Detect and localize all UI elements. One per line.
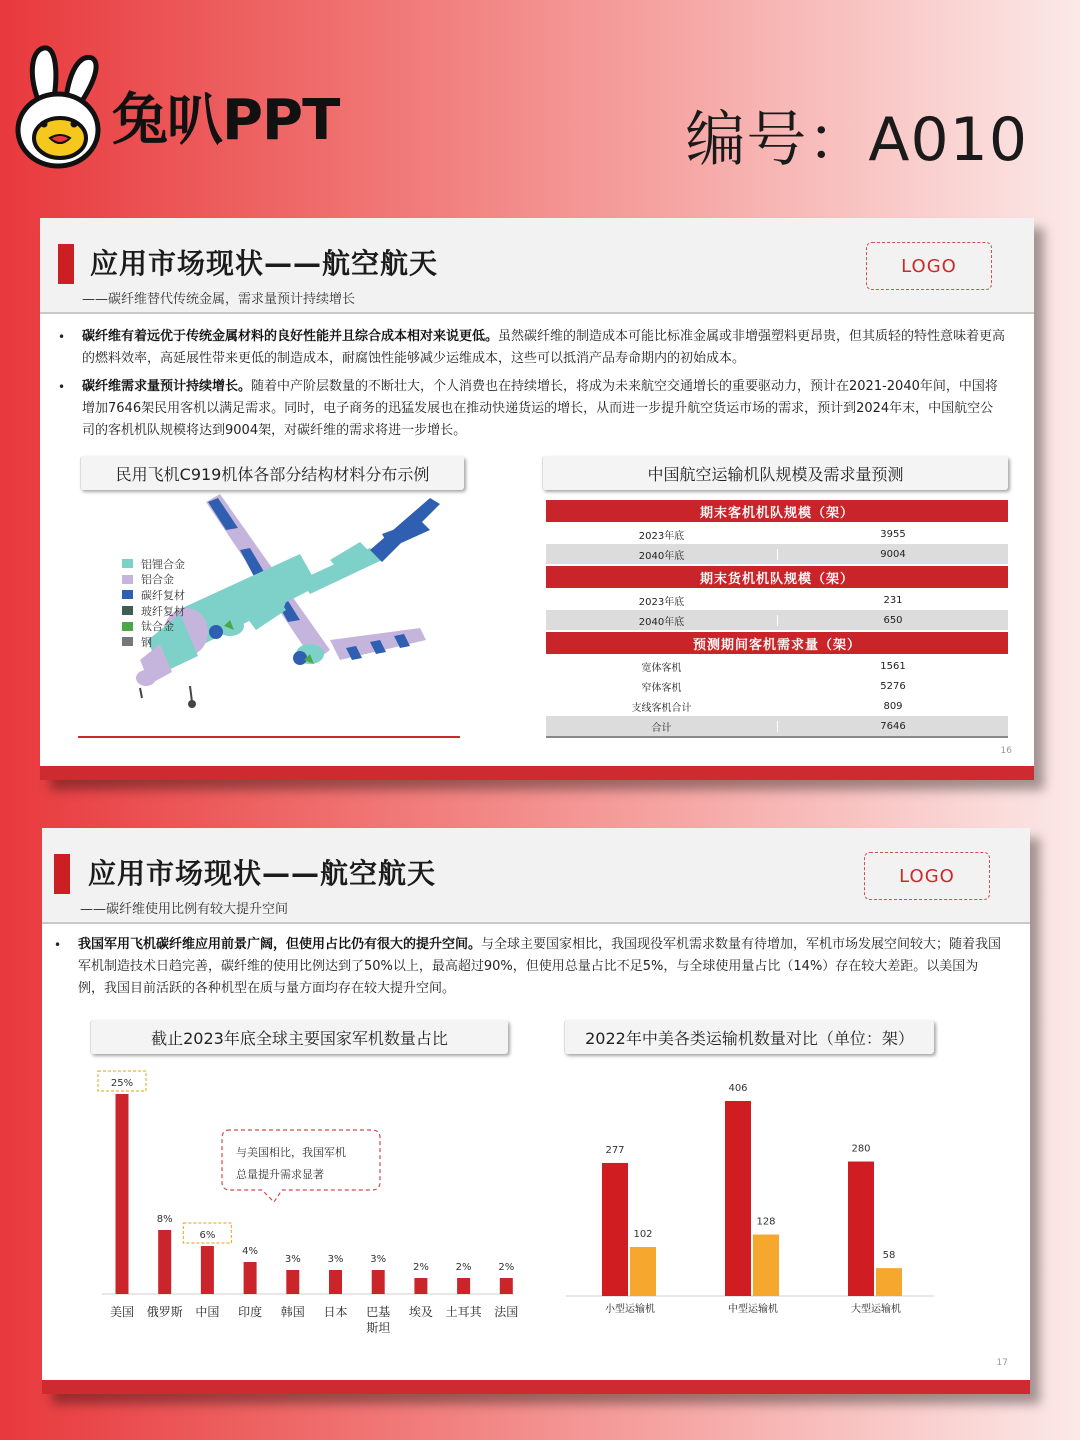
data-label: 277 — [605, 1144, 625, 1156]
table-section-header: 期末货机机队规模（架） — [546, 566, 1008, 588]
bar-小型运输机-a — [602, 1163, 628, 1296]
page-number: 17 — [996, 1358, 1008, 1368]
bullet-item — [58, 326, 1006, 370]
category-label: 法国 — [494, 1305, 519, 1319]
row-label: 支线客机合计 — [631, 702, 692, 714]
bar-大型运输机-b — [876, 1268, 902, 1296]
data-label: 280 — [851, 1143, 871, 1155]
category-label: 日本 — [323, 1305, 348, 1319]
rabbit-logo-icon — [14, 42, 106, 174]
bullet-lead: 碳纤维有着远优于传统金属材料的良好性能并且综合成本相对来说更低。 — [82, 329, 499, 344]
bar-韩国 — [286, 1270, 299, 1294]
legend-swatch — [122, 575, 133, 584]
data-label: 58 — [882, 1250, 896, 1262]
row-label: 2040年底 — [638, 616, 685, 628]
bar-中国 — [201, 1246, 214, 1294]
bar-中型运输机-a — [725, 1101, 751, 1296]
data-label: 6% — [199, 1230, 216, 1241]
row-label: 2023年底 — [638, 530, 685, 542]
table-section-header: 预测期间客机需求量（架） — [546, 632, 1008, 654]
table-row — [546, 544, 1008, 564]
slide-title: 应用市场现状——航空航天 — [90, 247, 439, 280]
section-tab-military-share: 截止2023年底全球主要国家军机数量占比 — [90, 1020, 508, 1054]
bullet-list — [54, 934, 1002, 1006]
legend-item — [122, 572, 185, 588]
category-label: 印度 — [238, 1305, 263, 1319]
row-label: 2040年底 — [638, 550, 685, 562]
row-label: 2023年底 — [638, 596, 685, 608]
bullet-list — [58, 326, 1006, 448]
bullet-item — [58, 376, 1006, 442]
row-value: 3955 — [777, 529, 1008, 540]
illustration-underline — [78, 736, 460, 738]
legend-label: 钢 — [141, 635, 152, 649]
brand-name: 兔叭PPT — [112, 88, 340, 153]
callout-bubble — [222, 1130, 380, 1202]
bar-美国 — [116, 1094, 129, 1294]
bullet-lead: 我国军用飞机碳纤维应用前景广阔，但使用占比仍有很大的提升空间。 — [78, 937, 482, 952]
legend-item — [122, 556, 185, 572]
category-label: 巴基 — [366, 1305, 391, 1319]
category-label: 斯坦 — [366, 1321, 391, 1335]
bar-埃及 — [414, 1278, 427, 1294]
row-value: 1561 — [777, 661, 1008, 672]
data-label: 3% — [284, 1254, 301, 1265]
callout-text: 与美国相比，我国军机 — [236, 1146, 346, 1159]
logo-placeholder: LOGO — [864, 852, 990, 900]
bar-小型运输机-b — [630, 1247, 656, 1296]
data-label: 3% — [370, 1254, 387, 1265]
bar-中型运输机-b — [753, 1235, 779, 1296]
category-label: 中型运输机 — [728, 1304, 778, 1315]
row-label: 窄体客机 — [641, 682, 682, 694]
bar-土耳其 — [457, 1278, 470, 1294]
brand — [14, 42, 339, 174]
table-row — [546, 524, 1008, 544]
data-label: 2% — [498, 1262, 515, 1273]
bar-印度 — [244, 1262, 257, 1294]
legend-label: 玻纤复材 — [141, 604, 185, 618]
serial-number: 编号：A010 — [685, 105, 1028, 175]
legend-label: 铝合金 — [141, 573, 174, 587]
logo-placeholder: LOGO — [866, 242, 992, 290]
slide-header — [42, 828, 1030, 924]
data-label: 128 — [756, 1216, 776, 1228]
data-label: 2% — [455, 1262, 472, 1273]
legend-swatch — [122, 559, 133, 568]
category-label: 美国 — [109, 1305, 135, 1319]
fleet-forecast-table — [546, 500, 1008, 738]
table-row — [546, 716, 1008, 736]
section-tab-fleet-forecast: 中国航空运输机队规模及需求量预测 — [542, 456, 1008, 490]
row-value: 9004 — [777, 549, 1008, 560]
callout-text: 总量提升需求显著 — [236, 1168, 324, 1181]
bar-大型运输机-a — [848, 1162, 874, 1296]
bar-法国 — [500, 1278, 513, 1294]
slide-2 — [42, 828, 1030, 1394]
row-value: 5276 — [777, 681, 1008, 692]
bullet-lead: 碳纤维需求量预计持续增长。 — [82, 379, 252, 394]
slide-title: 应用市场现状——航空航天 — [88, 857, 437, 890]
table-row — [546, 590, 1008, 610]
bullet-text: 随着中产阶层数量的不断壮大，个人消费也在持续增长，将成为未来航空交通增长的重要驱动力，预计在2021-2040年间，中国将增加7646架民用客机以满足需求。同时，电子商务的迅猛发展也在推动快递货运的增长，从而进一步提升航空货运市场的需求，预计到2024年末，中国航空公司的客机机队规模将达到9004架，对碳纤维的需求将进一步增长。 — [82, 379, 998, 438]
legend-swatch — [122, 590, 133, 599]
legend-swatch — [122, 622, 133, 631]
slide-bottom-band — [42, 1380, 1030, 1394]
category-label: 俄罗斯 — [146, 1305, 183, 1319]
military-share-bar-chart — [82, 1064, 532, 1364]
category-label: 埃及 — [408, 1305, 433, 1319]
category-label: 土耳其 — [445, 1305, 482, 1319]
table-row — [546, 656, 1008, 676]
legend-label: 碳纤复材 — [141, 588, 185, 602]
legend-item — [122, 603, 185, 619]
legend-item — [122, 634, 185, 650]
data-label: 25% — [110, 1078, 134, 1089]
data-label: 406 — [728, 1083, 748, 1094]
section-tab-aircraft-materials: 民用飞机C919机体各部分结构材料分布示例 — [80, 456, 464, 490]
slide-subtitle: ——碳纤维替代传统金属，需求量预计持续增长 — [82, 292, 356, 307]
category-label: 中国 — [195, 1305, 220, 1319]
legend-item — [122, 618, 185, 634]
transport-compare-bar-chart — [562, 1064, 942, 1334]
bullet-text: 虽然碳纤维的制造成本可能比标准金属或非增强塑料更昂贵，但其质轻的特性意味着更高的燃料效率，高延展性带来更低的制造成本，耐腐蚀性能够减少运维成本，这些可以抵消产品寿命期内的初始成本。 — [82, 329, 1006, 366]
category-label: 韩国 — [280, 1305, 305, 1319]
legend-swatch — [122, 637, 133, 646]
data-label: 8% — [156, 1214, 173, 1225]
title-accent-bar — [58, 244, 74, 284]
category-label: 大型运输机 — [851, 1304, 901, 1315]
bullet-item — [54, 934, 1002, 1000]
bullet-text: 与全球主要国家相比，我国现役军机需求数量有待增加，军机市场发展空间较大；随着我国军机制造技术日趋完善，碳纤维的使用比例达到了50%以上，最高超过90%，但使用总量占比不足5%，与全球使用量占比（14%）存在较大差距。以美国为例，我国目前活跃的各种机型在质与量方面均存在较大提升空间。 — [78, 937, 1002, 996]
row-value: 231 — [777, 595, 1008, 606]
bar-日本 — [329, 1270, 342, 1294]
data-label: 4% — [242, 1246, 259, 1257]
title-accent-bar — [54, 854, 70, 894]
row-value: 7646 — [777, 721, 1008, 732]
table-section-header: 期末客机机队规模（架） — [546, 500, 1008, 522]
material-legend — [122, 556, 185, 650]
table-row — [546, 696, 1008, 716]
slide-header — [40, 218, 1034, 314]
row-label: 合计 — [651, 722, 672, 734]
table-underline — [546, 736, 1008, 738]
page-number: 16 — [1000, 746, 1012, 756]
bar-巴基斯坦 — [372, 1270, 385, 1294]
slide-1 — [40, 218, 1034, 780]
data-label: 2% — [412, 1262, 429, 1273]
slide-bottom-band — [40, 766, 1034, 780]
legend-swatch — [122, 606, 133, 615]
legend-label: 铝锂合金 — [141, 557, 185, 571]
legend-label: 钛合金 — [141, 620, 174, 634]
data-label: 102 — [633, 1229, 653, 1241]
bar-俄罗斯 — [158, 1230, 171, 1294]
section-tab-transport-compare: 2022年中美各类运输机数量对比（单位：架） — [564, 1020, 934, 1054]
slide-subtitle: ——碳纤维使用比例有较大提升空间 — [80, 902, 289, 917]
table-row — [546, 676, 1008, 696]
category-label: 小型运输机 — [605, 1304, 655, 1315]
row-value: 650 — [777, 615, 1008, 626]
row-value: 809 — [777, 701, 1008, 712]
table-row — [546, 610, 1008, 630]
legend-item — [122, 587, 185, 603]
data-label: 3% — [327, 1254, 344, 1265]
row-label: 宽体客机 — [641, 662, 682, 674]
